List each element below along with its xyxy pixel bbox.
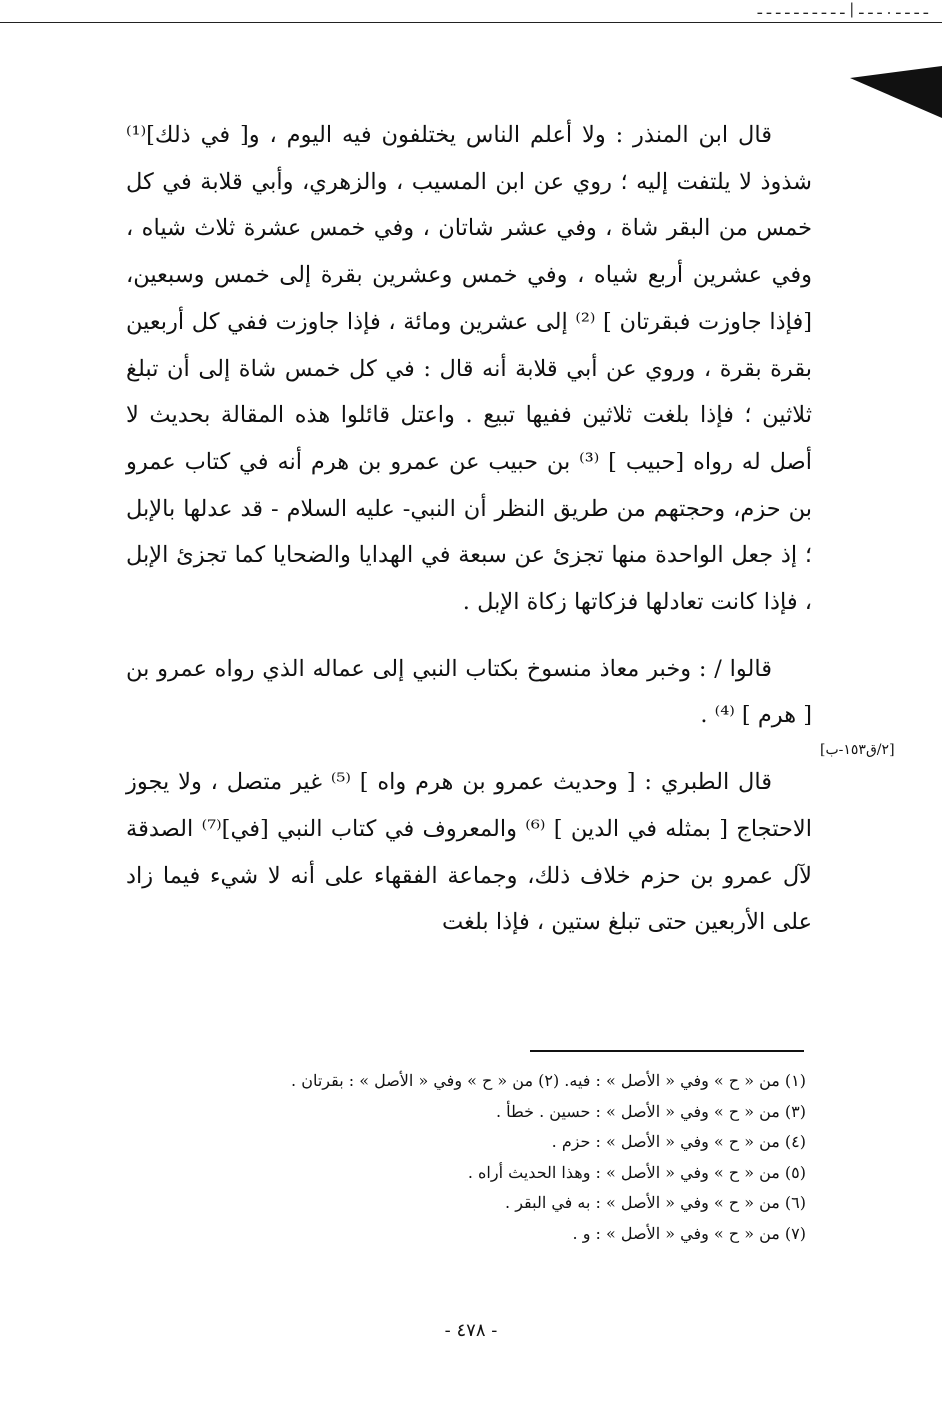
running-head-text: ـ ـ ـ ـ . ـ ـ ـ | ـ ـ ـ ـ ـ ـ ـ ـ ـ ـ [757,0,928,18]
paragraph-2: قالوا / : وخبر معاذ منسوخ بكتاب النبي إلى عماله الذي رواه عمرو بن [ هرم ] ⁽⁴⁾ . [126,655,812,729]
footnote: (٦) من « ح » وفي « الأصل » : به في البقر . [505,1193,806,1212]
footnotes [106,1066,806,1249]
corner-fold-mark [850,66,942,118]
footnote-divider [530,1050,804,1052]
footnote: (٥) من « ح » وفي « الأصل » : وهذا الحديث أراه . [467,1162,806,1182]
main-text [126,112,812,946]
footnote: (١) من « ح » وفي « الأصل » : فيه. (٢) من « ح » وفي « الأصل » : بقرتان . [291,1071,806,1090]
manuscript-folio-note: [٢/ق١٥٣-ب] [820,742,895,758]
paragraph-3: قال الطبري : [ وحديث عمرو بن هرم واه ] ⁽⁵⁾ غير متصل ، ولا يجوز الاحتجاج [ بمثله في الدين ] ⁽⁶⁾ والمعروف في كتاب النبي [في]⁽⁷⁾ الصدقة لآل عمرو بن حزم خلاف ذلك، وجماعة الفقهاء على أنه لا شيء فيما زاد على الأربعين حتى تبلغ ستين ، فإذا بلغت [126,769,812,936]
page-number: - ٤٧٨ - [444,1320,498,1341]
footnote: (٤) من « ح » وفي « الأصل » : حزم . [551,1132,806,1151]
footnote: (٣) من « ح » وفي « الأصل » : حسين . خطأ . [495,1101,806,1121]
paragraph-1: قال ابن المنذر : ولا أعلم الناس يختلفون فيه اليوم ، و[ في ذلك]⁽¹⁾ شذوذ لا يلتفت إليه ؛ روي عن ابن المسيب ، والزهري، وأبي قلابة في كل خمس من البقر شاة ، وفي عشر شاتان ، وفي خمس عشرة ثلاث شياه ، وفي عشرين أربع شياه ، وفي خمس وعشرين بقرة إلى خمس وسبعين، [فإذا جاوزت فبقرتان ] ⁽²⁾ إلى عشرين ومائة ، فإذا جاوزت ففي كل أربعين بقرة بقرة ، وروي عن أبي قلابة أنه قال : في كل خمس شاة إلى أن تبلغ ثلاثين ؛ فإذا بلغت ثلاثين ففيها تبيع . واعتل قائلوا هذه المقالة بحديث لا أصل له رواه [حبيب ] ⁽³⁾ بن حبيب عن عمرو بن هرم أنه في كتاب عمرو بن حزم، وحجتهم من طريق النظر أن النبي- عليه السلام - قد عدلها بالإبل ؛ إذ جعل الواحدة منها تجزئ عن سبعة في الهدايا والضحايا كما تجزئ الإبل ، فإذا كانت تعادلها فزكاتها زكاة الإبل . [126,122,812,616]
footnote: (٧) من « ح » وفي « الأصل » : و . [572,1223,806,1243]
running-header [0,0,942,23]
